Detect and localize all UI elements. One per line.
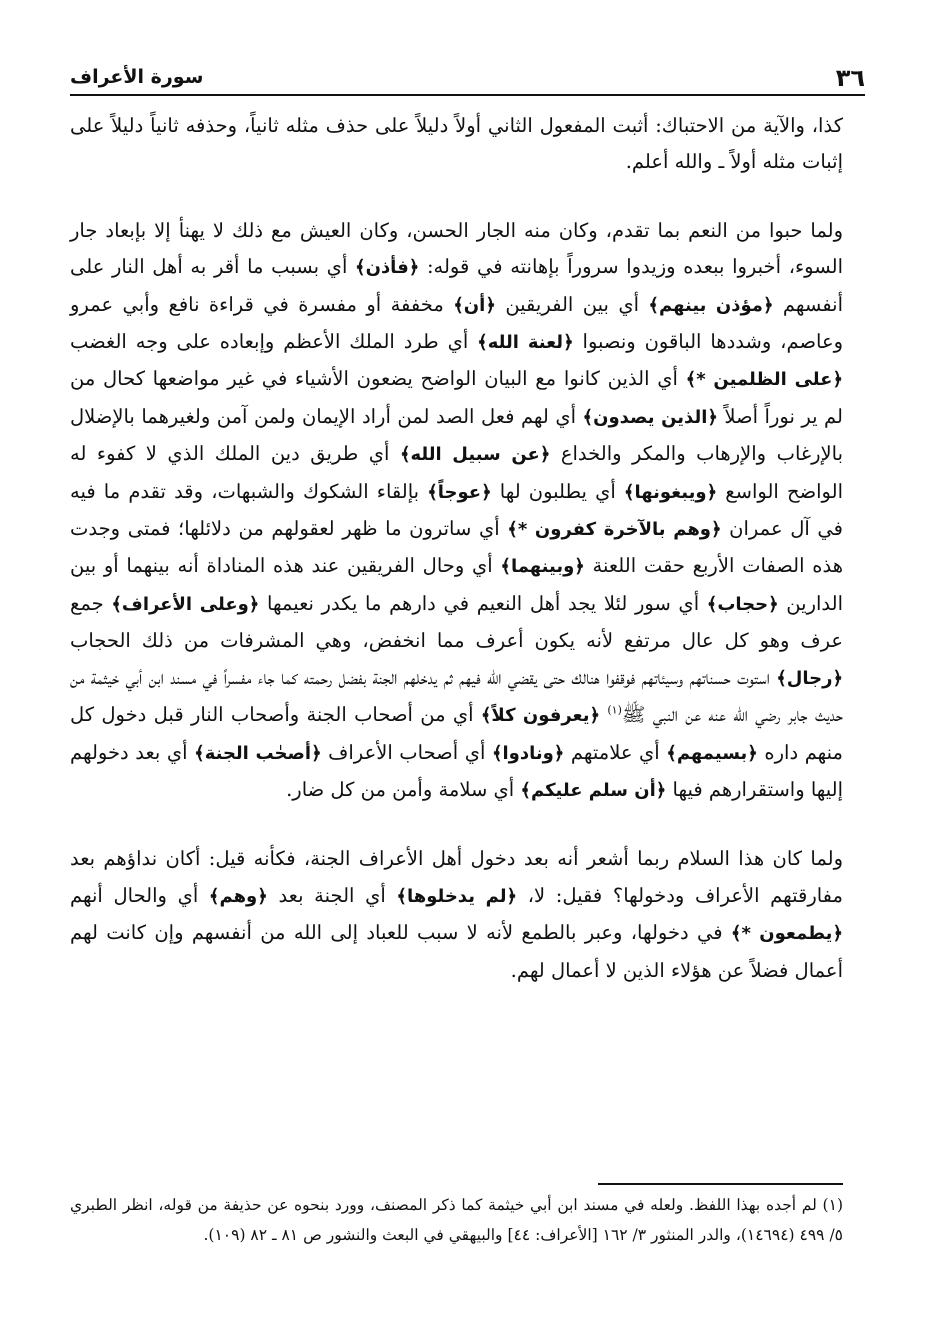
text-run: أي الجنة بعد (267, 883, 397, 907)
quran-quote: ﴿بسيمهم﴾ (666, 742, 758, 764)
text-run: استوت حسناتهم وسيئاتهم فوقفوا هنالك حتى يقضي الله فيهم ثم يدخلهم الجنة بفضل رحمته كما جاء مفسراً في مسند ابن أبي خيثمة من حديث جابر رضي الله عنه عن النبي ﷺ (70, 665, 844, 727)
quran-quote: ﴿حجاب﴾ (706, 593, 779, 615)
quran-quote: ﴿الذين يصدون﴾ (582, 406, 718, 428)
running-header (70, 60, 865, 96)
text-run: جمع عرف وهو كل عال مرتفع لأنه يكون أعرف مما انخفض، وهي المشرفات من ذلك الحجاب (70, 591, 843, 653)
text-run: أي طريق دين الملك الذي لا كفوء له الواضح الواسع (70, 442, 843, 503)
paragraph (70, 841, 843, 989)
paragraph (70, 108, 843, 181)
text-run: أي لهم فعل الصد لمن أراد الإيمان ولمن آمن ولغيرهما بالإضلال بالإرغاب والإرهاب والمكر والخداع (70, 404, 843, 466)
text-run: أي بعد دخولهم إليها واستقرارهم فيها (70, 740, 843, 801)
quran-quote: ﴿وهم بالآخرة كفرون *﴾ (507, 519, 722, 541)
quran-quote: ﴿يعرفون كلاً﴾ (480, 705, 601, 727)
quran-quote: ﴿مؤذن بينهم﴾ (648, 294, 774, 316)
main-text (70, 108, 843, 989)
quran-quote: ﴿فأذن﴾ (355, 257, 420, 279)
text-run: أي سور لئلا يجد أهل النعيم في دارهم ما يكدر نعيمها (259, 591, 707, 615)
quran-quote: ﴿عن سبيل الله﴾ (399, 444, 551, 466)
quran-quote: ﴿وهم﴾ (208, 885, 268, 907)
quran-quote: ﴿وبينهما﴾ (500, 556, 585, 578)
text-run: أي ساترون ما ظهر لعقولهم من دلائلها؛ فمتى وجدت هذه الصفات الأربع حقت اللعنة (70, 517, 843, 578)
text-run: أي يطلبون لها (491, 479, 624, 503)
text-run: أي والحال أنهم (70, 883, 209, 907)
text-run: أي الذين كانوا مع البيان الواضح يضعون الأشياء في غير مواضعها كحال من لم ير نوراً أصلاً (70, 367, 843, 428)
quran-quote: ﴿أصحٰب الجنة﴾ (194, 742, 322, 764)
quran-quote: ﴿عوجاً﴾ (427, 481, 492, 503)
text-run: كذا، والآية من الاحتباك: أثبت المفعول الثاني أولاً دليلاً على حذف مثله ثانياً، وحذفه ثانياً دليلاً على إثبات مثله أولاً ـ والله أعلم. (70, 114, 843, 174)
surah-title: سورة الأعراف (70, 66, 204, 88)
footnote-1: (١) لم أجده بهذا اللفظ. ولعله في مسند ابن أبي خيثمة كما ذكر المصنف، وورد بنحوه عن حذيفة من قوله، انظر الطبري ٥/ ٤٩٩ (١٤٦٩٤)، والدر المنثور ٣/ ١٦٢ [الأعراف: ٤٤] والبيهقي في البعث والنشور ص ٨١ ـ ٨٢ (١٠٩). (70, 1196, 843, 1244)
text-run: أي سلامة وأمن من كل ضار. (286, 777, 521, 801)
text-run: ولما كان هذا السلام ربما أشعر أنه بعد دخول أهل الأعراف الجنة، فكأنه قيل: أكان نداؤهم بعد مفارقتهم الأعراف ودخولها؟ فقيل: لا، (70, 847, 843, 907)
page-number: ٣٦ (835, 64, 865, 92)
text-run: أي وحال الفريقين عند هذه المناداة أنه بينهما أو بين الدارين (70, 554, 843, 615)
quran-quote: ﴿أن﴾ (453, 294, 496, 316)
footnote-divider (598, 1183, 843, 1185)
footnote-marker: (١) (607, 703, 622, 717)
text-run: ولما حبوا من النعم بما تقدم، وكان منه الجار الحسن، وكان العيش مع ذلك لا يهنأ إلا بإبعاد جار السوء، أخبروا ببعده وزيدوا سروراً بإهانته في قوله: (70, 218, 843, 279)
quran-quote: ﴿لعنة الله﴾ (477, 332, 574, 354)
paragraph-gap (70, 181, 843, 213)
text-run: أي بين الفريقين (495, 292, 649, 316)
text-run: في دخولها، وعبر بالطمع لأنه لا سبب للعباد إلى الله من أنفسهم وإن كانت لهم أعمال فضلاً عن هؤلاء الذين لا أعمال لهم. (70, 921, 843, 982)
quran-quote: ﴿ونادوا﴾ (491, 742, 565, 764)
quran-quote: ﴿رجال﴾ (776, 667, 843, 689)
quran-quote: ﴿أن سلم عليكم﴾ (520, 779, 667, 801)
footnotes (70, 1190, 843, 1250)
text-run: أي طرد الملك الأعظم وإبعاده على وجه الغضب (70, 330, 478, 354)
quran-quote: ﴿وعلى الأعراف﴾ (111, 593, 260, 615)
quran-quote: ﴿ويبغونها﴾ (623, 481, 718, 503)
paragraph (70, 213, 843, 810)
text-run: مخففة أو مفسرة في قراءة نافع وأبي عمرو وعاصم، وشددها الباقون ونصبوا (70, 292, 843, 354)
quran-quote: ﴿على الظلمين *﴾ (685, 369, 843, 391)
text-run: أي علامتهم (564, 740, 667, 764)
paragraph-gap (70, 809, 843, 841)
text-run: بإلقاء الشكوك والشبهات، وقد تقدم ما فيه في آل عمران (70, 479, 843, 541)
quran-quote: ﴿لم يدخلوها﴾ (396, 885, 518, 907)
quran-quote: ﴿يطمعون *﴾ (730, 923, 843, 945)
text-run: أي بسبب ما أقر به أهل النار على أنفسهم (70, 255, 843, 316)
text-run: أي من أصحاب الجنة وأصحاب النار قبل دخول كل منهم داره (70, 703, 843, 764)
text-run: أي أصحاب الأعراف (321, 740, 492, 764)
